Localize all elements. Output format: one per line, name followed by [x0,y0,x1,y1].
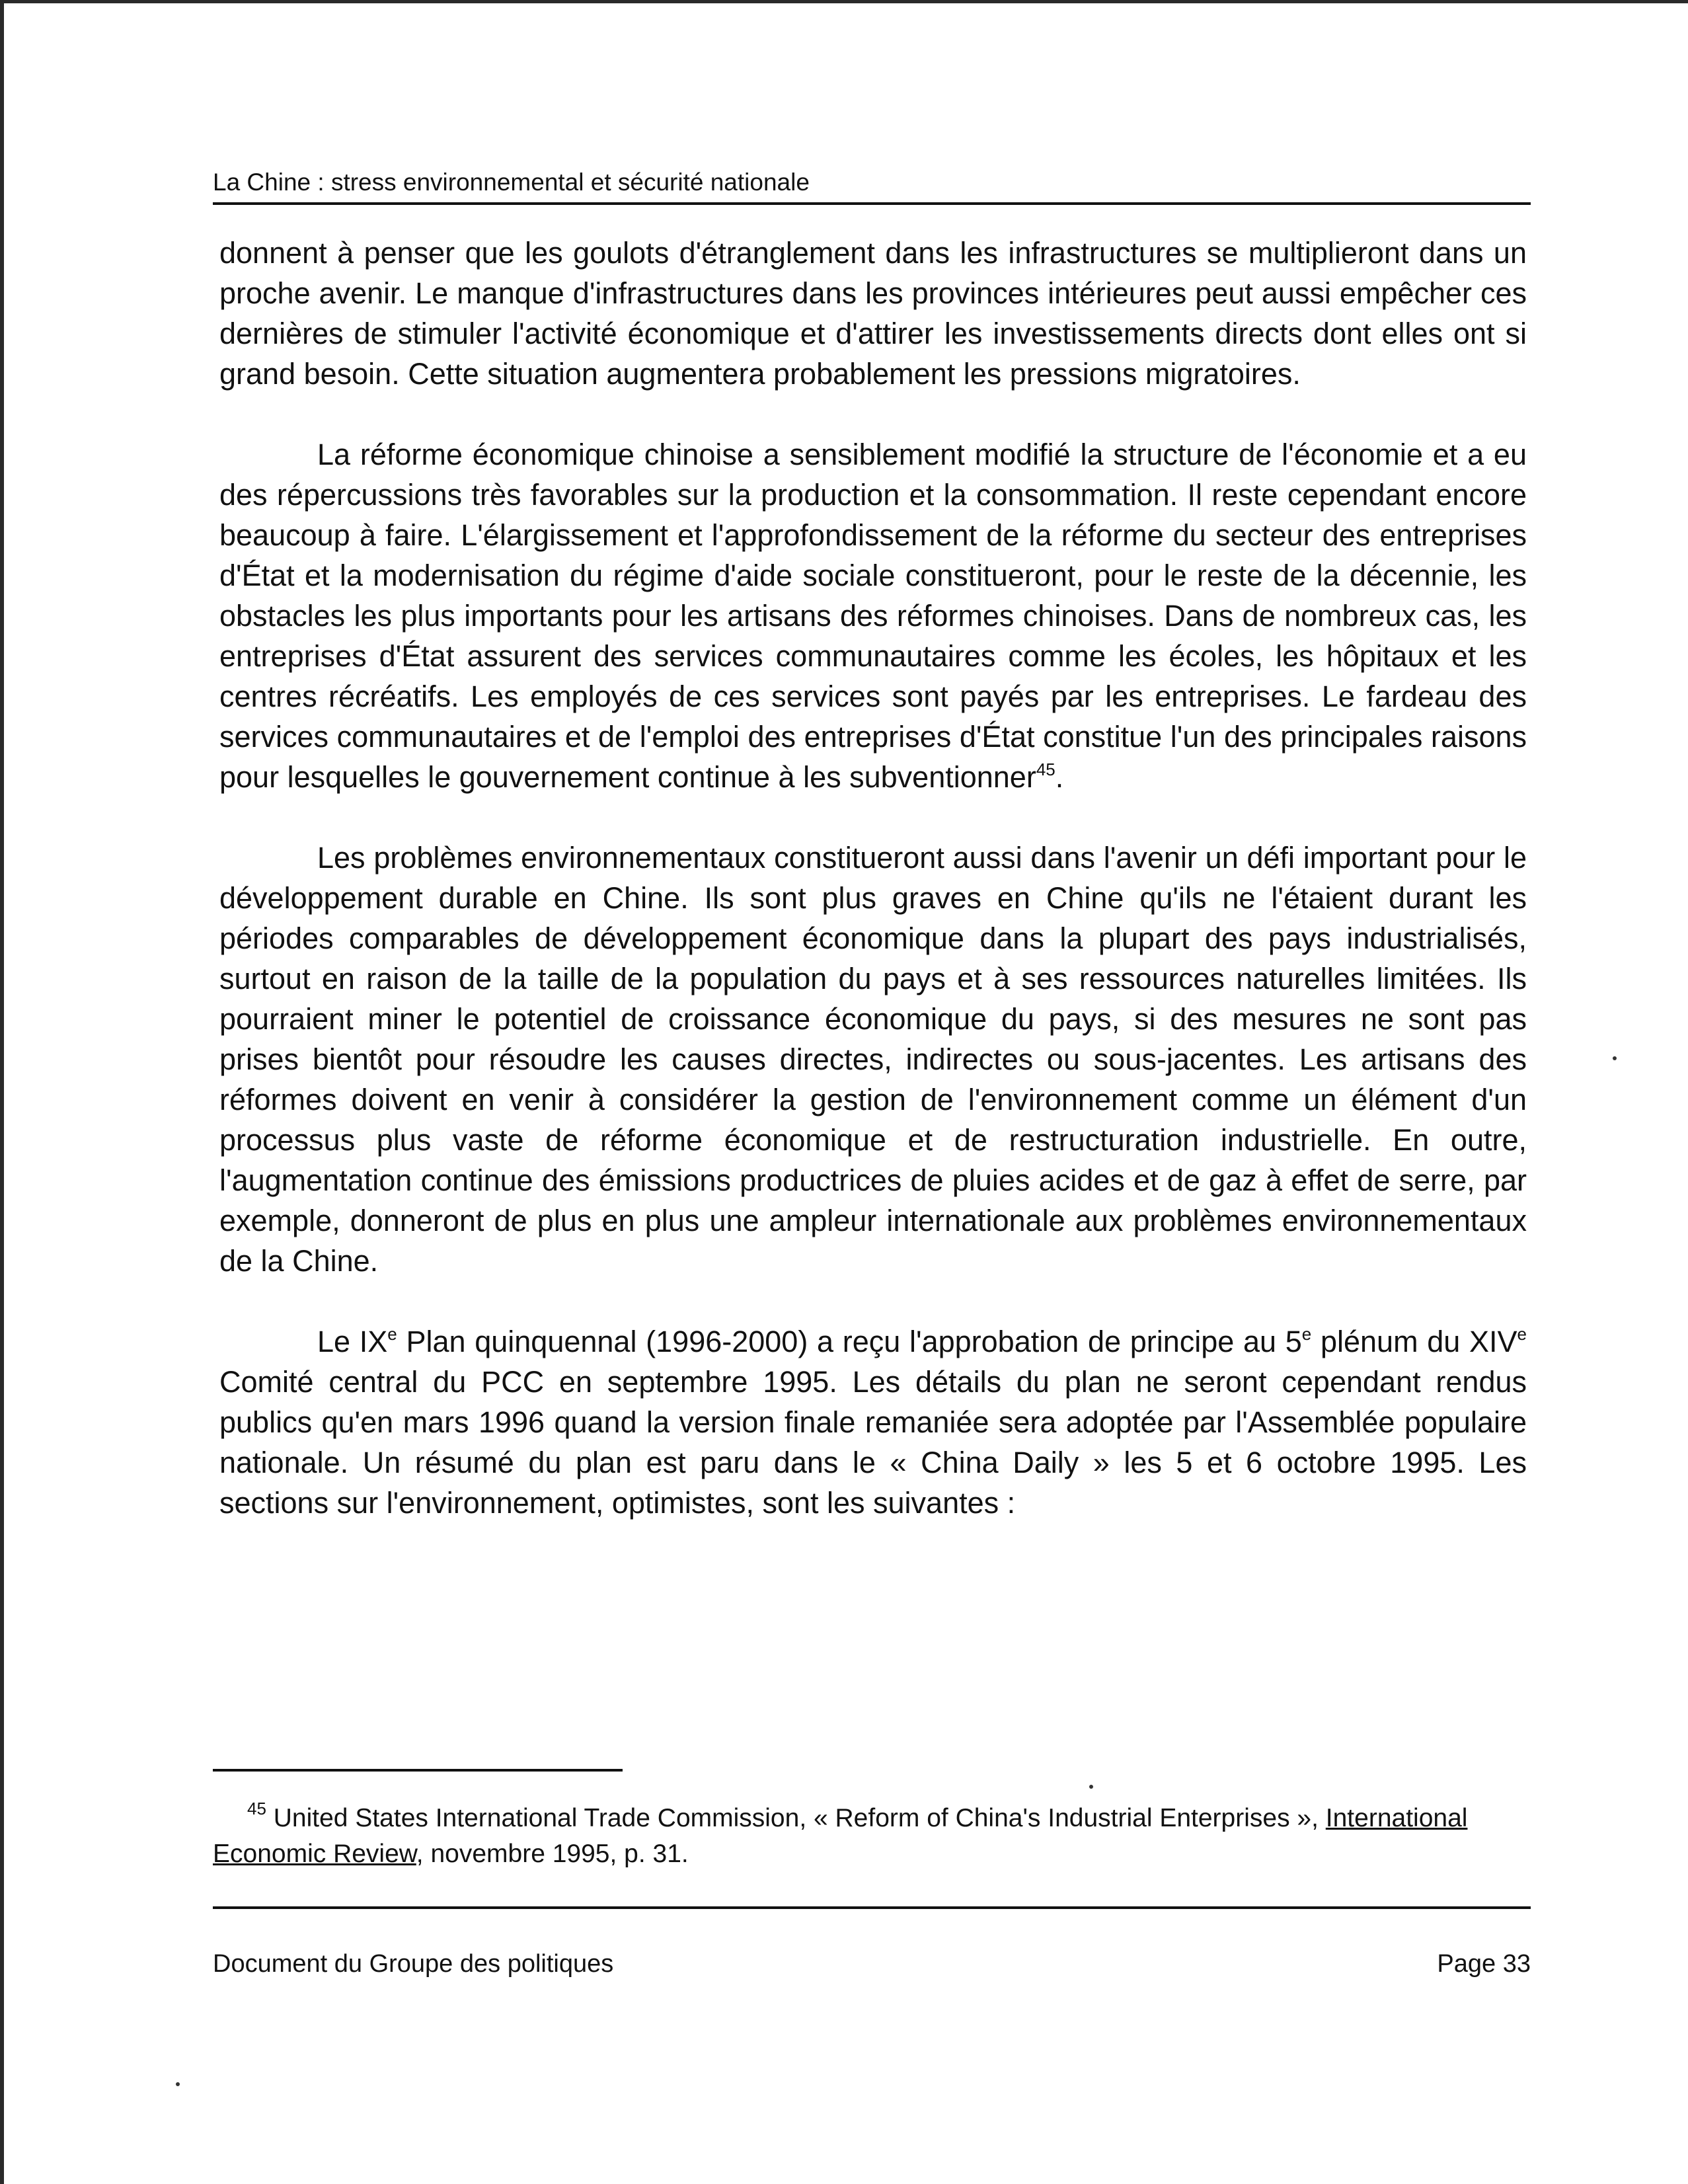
paragraph-4 [219,1321,1527,1523]
paragraph-4-part-2: Plan quinquennal (1996-2000) a reçu l'approbation de principe au 5 [397,1325,1302,1358]
paragraph-4-part-3: plénum du XIV [1311,1325,1517,1358]
paragraph-4-part-4: Comité central du PCC en septembre 1995. Les détails du plan ne seront cependant rendus publics qu'en mars 1996 quand la version finale remaniée sera adoptée par l'Assemblée populaire nationale. Un résumé du plan est paru dans le « China Daily » les 5 et 6 octobre 1995. Les sections sur l'environnement, optimistes, sont les suivantes : [219,1365,1527,1520]
paragraph-2 [219,434,1527,797]
footnote-journal-title: International Economic Review [213,1804,1468,1868]
running-title: La Chine : stress environnemental et sécurité nationale [213,169,810,196]
footer-document-label: Document du Groupe des politiques [213,1950,614,1978]
footer-rule [213,1906,1531,1909]
scan-edge-left [0,0,4,2184]
ordinal-superscript: e [1301,1324,1312,1344]
footnote-separator [213,1769,623,1772]
footnote-number: 45 [247,1799,266,1818]
footnote-text-after: , novembre 1995, p. 31. [416,1840,689,1868]
paragraph-2-end: . [1055,760,1064,794]
body-text [219,233,1527,1523]
running-header [213,165,1531,205]
scan-speck [1089,1785,1093,1789]
paragraph-1: donnent à penser que les goulots d'étranglement dans les infrastructures se multiplieront dans un proche avenir. Le manque d'infrastructures dans les provinces intérieures peut aussi empêcher ces dernières de stimuler l'activité économique et d'attirer les investissements directs dont elles ont si grand besoin. Cette situation augmentera probablement les pressions migratoires. [219,236,1527,391]
footnote-text-before: United States International Trade Commission, « Reform of China's Industrial Enterprises », [266,1804,1326,1832]
ordinal-superscript: e [387,1324,397,1344]
paragraph-3: Les problèmes environnementaux constitueront aussi dans l'avenir un défi important pour le développement durable en Chine. Ils sont plus graves en Chine qu'ils ne l'étaient durant les périodes comparables de développement économique dans la plupart des pays industrialisés, surtout en raison de la taille de la population du pays et à ses ressources naturelles limitées. Ils pourraient miner le potentiel de croissance économique du pays, si des mesures ne sont pas prises bientôt pour résoudre les causes directes, indirectes ou sous-jacentes. Les artisans des réformes doivent en venir à considérer la gestion de l'environnement comme un élément d'un processus plus vaste de réforme économique et de restructuration industrielle. En outre, l'augmentation continue des émissions productrices de pluies acides et de gaz à effet de serre, par exemple, donneront de plus en plus une ampleur internationale aux problèmes environnementaux de la Chine. [219,841,1527,1278]
paragraph-2-text: La réforme économique chinoise a sensiblement modifié la structure de l'économie et a eu des répercussions très favorables sur la production et la consommation. Il reste cependant encore beaucoup à faire. L'élargissement et l'approfondissement de la réforme du secteur des entreprises d'État et la modernisation du régime d'aide sociale constitueront, pour le reste de la décennie, les obstacles les plus importants pour les artisans des réformes chinoises. Dans de nombreux cas, les entreprises d'État assurent des services communautaires comme les écoles, les hôpitaux et les centres récréatifs. Les employés de ces services sont payés par les entreprises. Le fardeau des services communautaires et de l'emploi des entreprises d'État constitue l'un des principales raisons pour lesquelles le gouvernement continue à les subventionner [219,438,1527,794]
scan-speck [1613,1056,1617,1060]
footnote [213,1801,1531,1872]
footnote-reference[interactable]: 45 [1036,760,1055,779]
ordinal-superscript: e [1517,1324,1527,1344]
scan-edge-top [0,0,1688,3]
scan-speck [176,2082,180,2086]
page-number: Page 33 [1437,1950,1531,1978]
paragraph-4-part-1: Le IX [317,1325,388,1358]
